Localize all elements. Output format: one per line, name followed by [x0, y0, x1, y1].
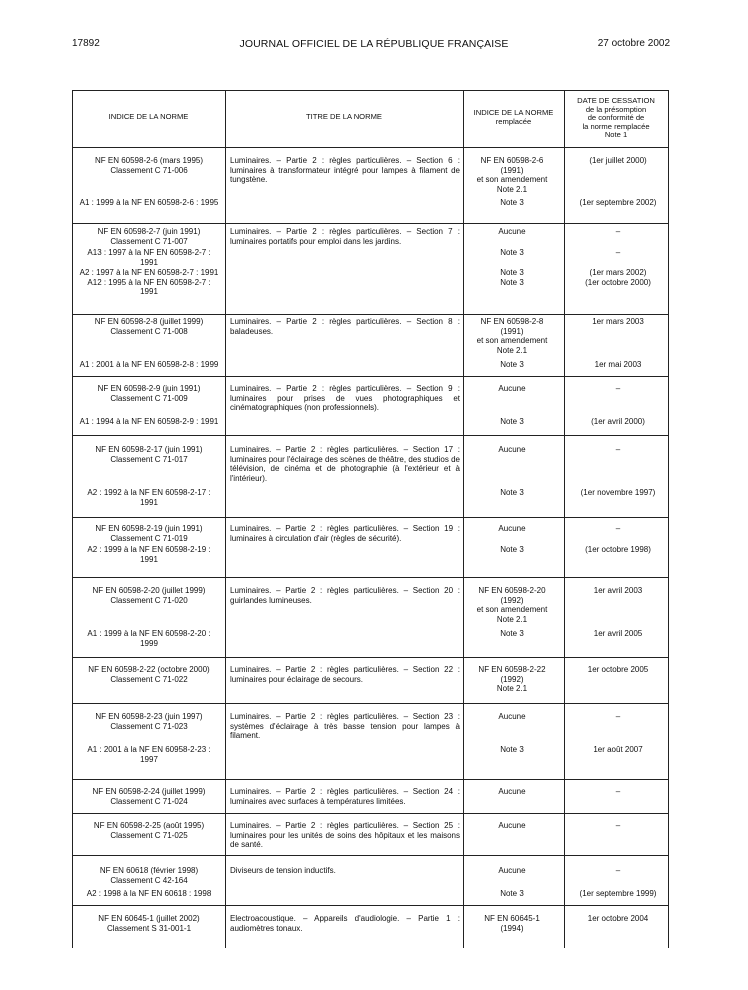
cessation-date [568, 914, 668, 924]
norm-title: Luminaires. – Partie 2 : règles particulières. – Section 9 : luminaires pour prises de vues photographiques et cinématographiques (non professionnels). [230, 384, 460, 413]
cessation-date [568, 821, 668, 831]
norm-index [74, 317, 224, 336]
cell-line: 1991 [140, 554, 158, 564]
cessation-date [568, 745, 668, 755]
norm-index [74, 914, 224, 933]
replaced-norm [464, 317, 560, 355]
norm-index [74, 586, 224, 605]
cell-line: Note 3 [500, 417, 524, 426]
cell-line: Note 3 [500, 488, 524, 497]
cell-line: Aucune [498, 712, 526, 721]
cell-line: – [615, 384, 621, 393]
cell-line: (1991) [500, 326, 524, 336]
cell-line: Note 2.1 [496, 614, 528, 624]
cell-line: Classement C 71-019 [110, 533, 188, 543]
norm-index [74, 889, 224, 899]
cell-line: A1 : 1999 à la NF EN 60598-2-20 : [87, 629, 211, 638]
cell-line: Classement C 71-025 [110, 830, 188, 840]
cell-line: Note 2.1 [496, 684, 528, 694]
cell-line: Classement C 71-023 [110, 721, 188, 731]
row-rule [72, 703, 669, 704]
cell-line: Classement C 71-020 [110, 595, 188, 605]
page-header [0, 38, 748, 52]
cell-line: Classement C 71-009 [110, 393, 188, 403]
norm-title: Luminaires. – Partie 2 : règles particulières. – Section 8 : baladeuses. [230, 317, 460, 336]
cell-line: NF EN 60598-2-23 (juin 1997) [95, 712, 203, 721]
cell-line: Note 3 [500, 889, 524, 898]
cell-line: NF EN 60598-2-6 [480, 156, 544, 165]
column-rule [72, 90, 73, 948]
cell-line: Aucune [498, 227, 526, 236]
column-rule [564, 90, 565, 948]
norm-index [74, 488, 224, 507]
cell-line: A2 : 1998 à la NF EN 60618 : 1998 [86, 889, 212, 898]
row-rule [72, 314, 669, 315]
row-rule [72, 657, 669, 658]
norm-title: Diviseurs de tension inductifs. [230, 866, 336, 875]
cell-line: Classement C 71-007 [110, 236, 188, 246]
cell-line: Aucune [498, 866, 526, 875]
norm-index [74, 745, 224, 764]
cell-line: Note 3 [500, 198, 524, 207]
cell-line: NF EN 60598-2-22 (octobre 2000) [88, 665, 210, 674]
cell-line: 1991 [140, 257, 158, 267]
cell-line: NF EN 60598-2-24 (juillet 1999) [92, 787, 206, 796]
cessation-date [568, 586, 668, 596]
standards-table [72, 90, 669, 948]
cell-line: – [615, 787, 621, 796]
cessation-date [568, 488, 668, 498]
norm-title: Luminaires. – Partie 2 : règles particulières. – Section 20 : guirlandes lumineuses. [230, 586, 460, 605]
norm-title: Luminaires. – Partie 2 : règles particulières. – Section 24 : luminaires avec surfaces à températures limitées. [230, 787, 460, 806]
replaced-norm [464, 745, 560, 755]
cell-line: (1er avril 2000) [591, 417, 645, 426]
norm-index [74, 821, 224, 840]
norm-index [74, 524, 224, 543]
column-header-line: TITRE DE LA NORME [306, 112, 382, 121]
replaced-norm [464, 488, 560, 498]
norm-title: Luminaires. – Partie 2 : règles particulières. – Section 6 : luminaires à transformateur intégré pour lampes à filament de tungstène. [230, 156, 460, 185]
cell-line: Note 3 [500, 360, 524, 369]
cessation-date [568, 384, 668, 394]
column-header [72, 113, 225, 122]
norm-index [74, 248, 224, 267]
cessation-date [568, 712, 668, 722]
column-header-line: INDICE DE LA NORME [108, 112, 189, 121]
norm-index [74, 156, 224, 175]
cell-line: Classement C 71-017 [110, 454, 188, 464]
cell-line: Aucune [498, 445, 526, 454]
norm-index [74, 665, 224, 684]
cell-line: 1991 [140, 497, 158, 507]
norm-index [74, 445, 224, 464]
cessation-date [568, 248, 668, 258]
cell-line: 1er août 2007 [593, 745, 643, 754]
cell-line: A1 : 1994 à la NF EN 60598-2-9 : 1991 [79, 417, 219, 426]
replaced-norm [464, 248, 560, 258]
row-rule [72, 855, 669, 856]
cell-line: A2 : 1992 à la NF EN 60598-2-17 : [87, 488, 211, 497]
norm-index [74, 787, 224, 806]
cell-line: (1994) [500, 923, 524, 933]
norm-title: Luminaires. – Partie 2 : règles particulières. – Section 17 : luminaires pour l'éclairage des scènes de théâtre, des studios de télévision, de cinéma et de photographie (à l'extérieur et à l'intérieur). [230, 445, 460, 483]
cell-line: 1er octobre 2005 [587, 665, 649, 674]
replaced-norm [464, 629, 560, 639]
norm-index [74, 545, 224, 564]
column-header-line: la norme remplacée [582, 121, 650, 131]
norm-index [74, 268, 224, 297]
column-header-line: de la présomption [585, 104, 647, 114]
column-rule [668, 90, 669, 948]
cell-line: et son amendement [476, 605, 548, 615]
cell-line: – [615, 821, 621, 830]
norm-index [74, 712, 224, 731]
replaced-norm [464, 198, 560, 208]
cell-line: Note 3 [500, 745, 524, 754]
norm-index [74, 227, 224, 246]
replaced-norm [464, 156, 560, 194]
cell-line: (1er septembre 1999) [579, 889, 657, 898]
cell-line: (1991) [500, 165, 524, 175]
cell-line: 1999 [140, 638, 158, 648]
cessation-date [568, 665, 668, 675]
cessation-date [568, 198, 668, 208]
cell-line: 1er octobre 2004 [587, 914, 649, 923]
cell-line: NF EN 60598-2-17 (juin 1991) [95, 445, 203, 454]
table-rule [72, 90, 669, 91]
replaced-norm [464, 712, 560, 722]
norm-index [74, 198, 224, 208]
row-rule [72, 577, 669, 578]
norm-index [74, 360, 224, 370]
cell-line: NF EN 60618 (février 1998) [99, 866, 199, 875]
cell-line: Classement C 71-008 [110, 326, 188, 336]
cell-line: A1 : 2001 à la NF EN 60598-2-8 : 1999 [79, 360, 219, 369]
replaced-norm [464, 417, 560, 427]
norm-title: Luminaires. – Partie 2 : règles particulières. – Section 25 : luminaires pour les unités de soins des hôpitaux et les maisons de santé. [230, 821, 460, 850]
cell-line: Classement C 42-164 [110, 875, 188, 885]
cell-line: NF EN 60598-2-7 (juin 1991) [97, 227, 201, 236]
column-header-line: remplacée [495, 116, 532, 126]
cell-line: A1 : 2001 à la NF EN 60958-2-23 : [87, 745, 211, 754]
cell-line: – [615, 524, 621, 533]
cessation-date [568, 889, 668, 899]
cell-line: Note 3 [500, 248, 524, 257]
row-rule [72, 223, 669, 224]
cell-line: A2 : 1999 à la NF EN 60598-2-19 : [87, 545, 211, 554]
norm-index [74, 629, 224, 648]
replaced-norm [464, 586, 560, 624]
norm-title: Luminaires. – Partie 2 : règles particulières. – Section 22 : luminaires pour éclairage de secours. [230, 665, 460, 684]
cell-line: (1992) [500, 674, 524, 684]
replaced-norm [464, 914, 560, 933]
cell-line: (1er septembre 2002) [579, 198, 657, 207]
replaced-norm [464, 821, 560, 831]
cell-line: 1991 [140, 287, 158, 297]
cell-line: (1er juillet 2000) [589, 156, 647, 165]
cell-line: – [615, 445, 621, 454]
journal-title: JOURNAL OFFICIEL DE LA RÉPUBLIQUE FRANÇAISE [239, 38, 509, 50]
cell-line: Aucune [498, 787, 526, 796]
replaced-norm [464, 384, 560, 394]
row-rule [72, 813, 669, 814]
cell-line: Note 2.1 [496, 345, 528, 355]
cell-line: – [615, 866, 621, 875]
cell-line: A12 : 1995 à la NF EN 60598-2-7 : [87, 277, 211, 287]
page-number: 17892 [72, 38, 100, 49]
cessation-date [568, 227, 668, 237]
cessation-date [568, 866, 668, 876]
column-rule [225, 90, 226, 948]
column-header-line: INDICE DE LA NORME [473, 108, 554, 117]
cell-line: et son amendement [476, 175, 548, 185]
column-header-line: de conformité de [587, 113, 645, 123]
cell-line: 1er avril 2003 [593, 586, 643, 595]
column-rule [463, 90, 464, 948]
cell-line: NF EN 60645-1 [484, 914, 540, 923]
cell-line: (1er octobre 2000) [585, 277, 651, 287]
cell-line: 1er avril 2005 [593, 629, 643, 638]
cessation-date [568, 360, 668, 370]
issue-date: 27 octobre 2002 [597, 38, 670, 49]
cessation-date [568, 156, 668, 166]
cell-line: NF EN 60598-2-20 (juillet 1999) [92, 586, 206, 595]
cell-line: (1er novembre 1997) [580, 488, 656, 497]
row-rule [72, 435, 669, 436]
cell-line: 1er mars 2003 [592, 317, 644, 326]
cell-line: – [615, 712, 621, 721]
cell-line: (1er mars 2002) [589, 268, 647, 277]
cell-line: NF EN 60598-2-22 [478, 665, 546, 674]
column-header-line: Note 1 [604, 130, 628, 140]
cessation-date [568, 445, 668, 455]
cell-line: NF EN 60645-1 (juillet 2002) [98, 914, 200, 923]
cell-line: Classement C 71-022 [110, 674, 188, 684]
cell-line: Note 2.1 [496, 184, 528, 194]
replaced-norm [464, 360, 560, 370]
cell-line: NF EN 60598-2-9 (juin 1991) [97, 384, 201, 393]
cell-line: Note 3 [500, 268, 524, 277]
cell-line: NF EN 60598-2-6 (mars 1995) [94, 156, 204, 165]
cell-line: A2 : 1997 à la NF EN 60598-2-7 : 1991 [79, 268, 219, 277]
cessation-date [568, 629, 668, 639]
cell-line: Classement C 71-024 [110, 796, 188, 806]
cell-line: Note 3 [500, 545, 524, 554]
cell-line: et son amendement [476, 336, 548, 346]
cell-line: A1 : 1999 à la NF EN 60598-2-6 : 1995 [79, 198, 219, 207]
norm-title: Luminaires. – Partie 2 : règles particulières. – Section 23 : systèmes d'éclairage à très basse tension pour lampes à filament. [230, 712, 460, 741]
norm-index [74, 866, 224, 885]
cell-line: NF EN 60598-2-8 (juillet 1999) [94, 317, 204, 326]
cessation-date [568, 787, 668, 797]
cell-line: – [615, 227, 621, 236]
row-rule [72, 147, 669, 148]
replaced-norm [464, 545, 560, 555]
norm-title: Luminaires. – Partie 2 : règles particulières. – Section 19 : luminaires à circulation d'air (règles de sécurité). [230, 524, 460, 543]
cessation-date [568, 317, 668, 327]
replaced-norm [464, 445, 560, 455]
cell-line: 1er mai 2003 [594, 360, 642, 369]
cell-line: 1997 [140, 754, 158, 764]
cell-line: Note 3 [500, 277, 524, 287]
norm-index [74, 384, 224, 403]
row-rule [72, 905, 669, 906]
row-rule [72, 517, 669, 518]
replaced-norm [464, 889, 560, 899]
cell-line: NF EN 60598-2-25 (août 1995) [93, 821, 205, 830]
row-rule [72, 376, 669, 377]
cell-line: NF EN 60598-2-19 (juin 1991) [95, 524, 203, 533]
cell-line: A13 : 1997 à la NF EN 60598-2-7 : [87, 248, 211, 257]
replaced-norm [464, 866, 560, 876]
replaced-norm [464, 665, 560, 694]
replaced-norm [464, 268, 560, 287]
cell-line: Note 3 [500, 629, 524, 638]
cell-line: Classement C 71-006 [110, 165, 188, 175]
cessation-date [568, 268, 668, 287]
cell-line: Classement S 31-001-1 [106, 923, 192, 933]
column-header [463, 109, 564, 126]
replaced-norm [464, 524, 560, 534]
cell-line: – [615, 248, 621, 257]
replaced-norm [464, 787, 560, 797]
norm-title: Electroacoustique. – Appareils d'audiologie. – Partie 1 : audiomètres tonaux. [230, 914, 460, 933]
column-header [564, 97, 668, 140]
norm-title: Luminaires. – Partie 2 : règles particulières. – Section 7 : luminaires portatifs pour emploi dans les jardins. [230, 227, 460, 246]
cell-line: (1er octobre 1998) [585, 545, 651, 554]
cell-line: Aucune [498, 524, 526, 533]
cessation-date [568, 545, 668, 555]
cessation-date [568, 524, 668, 534]
cessation-date [568, 417, 668, 427]
cell-line: NF EN 60598-2-20 [478, 586, 546, 595]
cell-line: (1992) [500, 595, 524, 605]
cell-line: NF EN 60598-2-8 [480, 317, 544, 326]
column-header-line: DATE DE CESSATION [577, 96, 655, 105]
cell-line: Aucune [498, 821, 526, 830]
cell-line: Aucune [498, 384, 526, 393]
row-rule [72, 779, 669, 780]
norm-index [74, 417, 224, 427]
replaced-norm [464, 227, 560, 237]
column-header [225, 113, 463, 122]
